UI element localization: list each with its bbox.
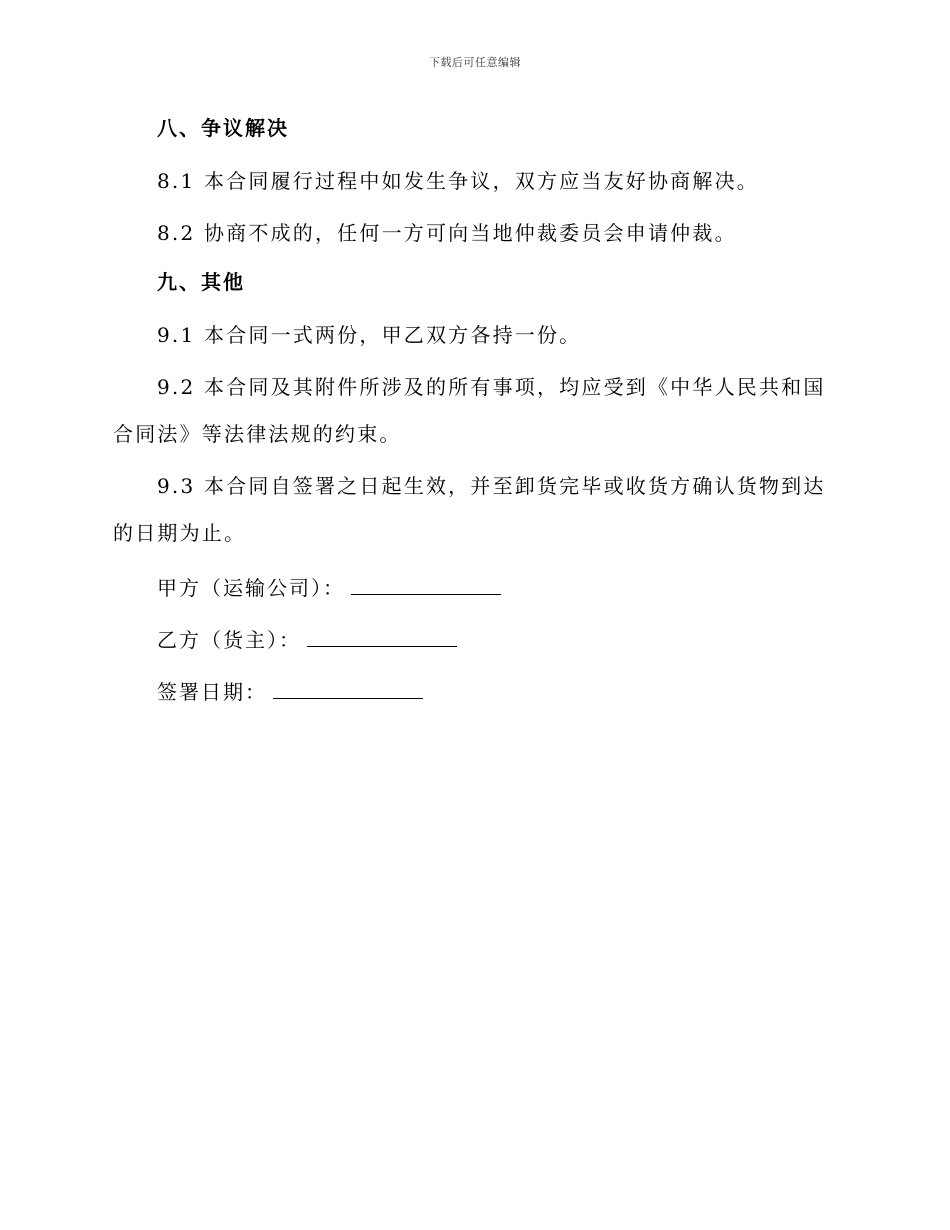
party-b-signature-line	[113, 614, 837, 666]
signing-date-label: 签署日期：	[157, 680, 267, 704]
party-a-signature-blank[interactable]	[351, 574, 501, 595]
party-b-signature-blank[interactable]	[307, 626, 457, 647]
clause-9-3: 9.3 本合同自签署之日起生效，并至卸货完毕或收货方确认货物到达的日期为止。	[113, 474, 826, 545]
clause-9-1: 9.1 本合同一式两份，甲乙双方各持一份。	[157, 323, 582, 347]
signing-date-blank[interactable]	[273, 678, 423, 699]
party-a-label: 甲方（运输公司）：	[157, 576, 345, 600]
clause-8-2: 8.2 协商不成的，任何一方可向当地仲裁委员会申请仲裁。	[157, 221, 737, 245]
party-b-label: 乙方（货主）：	[157, 628, 301, 652]
page-header: 下载后可任意编辑	[429, 56, 521, 69]
clause-9-2: 9.2 本合同及其附件所涉及的所有事项，均应受到《中华人民共和国合同法》等法律法规的约束。	[113, 375, 826, 446]
section-heading-dispute: 八、争议解决	[157, 116, 289, 140]
section-heading-other: 九、其他	[157, 270, 245, 294]
document-body	[113, 108, 837, 718]
party-a-signature-line	[113, 562, 837, 614]
clause-8-1: 8.1 本合同履行过程中如发生争议，双方应当友好协商解决。	[157, 169, 759, 193]
signing-date-line	[113, 666, 837, 718]
